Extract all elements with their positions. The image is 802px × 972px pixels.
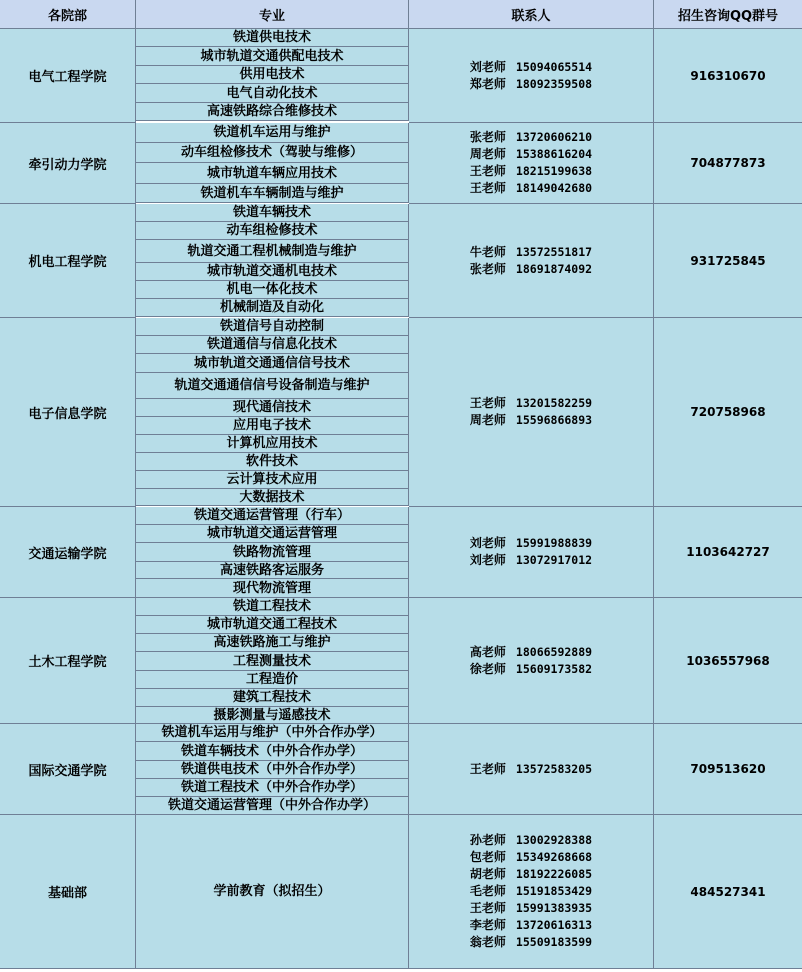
department-cell: 电子信息学院 [0,318,136,507]
contact-line [470,535,592,552]
major-cell: 铁道机车运用与维护 [136,123,409,143]
major-cell: 高速铁路客运服务 [136,562,409,579]
major-cell: 铁道工程技术 [136,598,409,616]
contact-line [470,552,592,569]
major-cell: 现代物流管理 [136,579,409,598]
contact-cell [409,318,654,507]
contact-line [470,849,592,866]
contact-phone: 15991383935 [515,901,593,915]
contact-phone: 15094065514 [515,59,593,74]
contact-phone: 13201582259 [515,396,593,410]
department-cell: 交通运输学院 [0,507,136,598]
qq-group-cell: 916310670 [654,29,802,123]
department-cell: 牵引动力学院 [0,123,136,204]
contact-line [470,661,592,678]
contact-name: 王老师 [469,396,506,410]
contact-name: 王老师 [469,901,506,915]
contact-phone: 15509183599 [515,935,593,949]
contact-name: 李老师 [469,918,506,932]
contact-phone: 13072917012 [515,553,593,567]
contact-line [470,180,592,197]
contact-name: 周老师 [469,413,506,427]
contact-phone: 18092359508 [515,76,593,91]
department-cell: 国际交通学院 [0,724,136,815]
contact-name: 张老师 [469,261,506,276]
contact-phone: 18066592889 [515,644,593,659]
major-cell: 软件技术 [136,453,409,471]
qq-group-cell: 1103642727 [654,507,802,598]
qq-group-cell: 704877873 [654,123,802,204]
major-cell: 高速铁路综合维修技术 [136,103,409,121]
major-cell: 大数据技术 [136,489,409,506]
major-cell: 铁道交通运营管理（中外合作办学） [136,797,409,815]
contact-line [470,76,592,93]
contact-name: 刘老师 [469,553,506,567]
major-cell: 铁道供电技术 [136,29,409,47]
major-cell: 铁路物流管理 [136,543,409,562]
contact-line [470,866,592,883]
contact-phone: 13720606210 [515,130,593,144]
contact-cell [409,507,654,598]
contact-phone: 13572551817 [515,244,593,259]
major-cell: 城市轨道交通供配电技术 [136,47,409,66]
contact-phone: 15388616204 [515,147,593,161]
contact-phone: 13572583205 [515,761,593,776]
major-cell: 铁道机车车辆制造与维护 [136,184,409,203]
major-cell: 机械制造及自动化 [136,299,409,317]
department-cell: 电气工程学院 [0,29,136,123]
contact-line [470,412,592,429]
contact-cell [409,29,654,123]
major-cell: 供用电技术 [136,66,409,84]
contact-name: 周老师 [469,147,506,161]
qq-group-cell: 931725845 [654,204,802,318]
contact-line [470,900,592,917]
department-cell: 机电工程学院 [0,204,136,318]
major-cell: 摄影测量与遥感技术 [136,707,409,724]
contact-cell [409,123,654,204]
major-cell: 城市轨道交通运营管理 [136,525,409,543]
contact-name: 高老师 [469,644,506,659]
major-cell: 轨道交通通信信号设备制造与维护 [136,373,409,399]
qq-group-cell: 720758968 [654,318,802,507]
contact-name: 刘老师 [469,59,506,74]
contact-name: 徐老师 [469,661,506,676]
contact-name: 刘老师 [469,536,506,550]
major-cell: 轨道交通工程机械制造与维护 [136,240,409,263]
contact-name: 王老师 [469,761,506,776]
contact-phone: 13002928388 [515,833,593,847]
major-cell: 铁道机车运用与维护（中外合作办学） [136,724,409,742]
qq-group-cell: 1036557968 [654,598,802,724]
major-cell: 城市轨道交通通信信号技术 [136,354,409,373]
contact-name: 毛老师 [469,884,506,898]
contact-line [470,395,592,412]
contact-line [470,261,592,278]
contact-phone: 15596866893 [515,413,593,427]
major-cell: 铁道车辆技术 [136,204,409,222]
major-cell: 电气自动化技术 [136,84,409,103]
major-cell: 学前教育（拟招生） [136,815,409,969]
qq-group-cell: 709513620 [654,724,802,815]
major-cell: 铁道信号自动控制 [136,318,409,336]
major-cell: 城市轨道车辆应用技术 [136,163,409,184]
header-department: 各院部 [0,0,136,29]
contact-line [470,883,592,900]
header-qq-group: 招生咨询QQ群号 [654,0,802,29]
header-major: 专业 [136,0,409,29]
major-cell: 动车组检修技术 [136,222,409,240]
contact-line [470,917,592,934]
department-cell: 土木工程学院 [0,598,136,724]
major-cell: 城市轨道交通机电技术 [136,263,409,281]
contact-phone: 18192226085 [515,867,593,881]
contact-phone: 15349268668 [515,850,593,864]
contact-line [470,146,592,163]
contact-name: 郑老师 [469,76,506,91]
contact-name: 胡老师 [469,867,506,881]
contact-phone: 18215199638 [515,164,593,178]
major-cell: 现代通信技术 [136,399,409,417]
contact-name: 牛老师 [469,244,506,259]
major-cell: 城市轨道交通工程技术 [136,616,409,634]
contact-cell [409,598,654,724]
contact-phone: 15991988839 [515,536,593,550]
major-cell: 计算机应用技术 [136,435,409,453]
major-cell: 高速铁路施工与维护 [136,634,409,652]
major-cell: 机电一体化技术 [136,281,409,299]
contact-name: 包老师 [469,850,506,864]
contact-cell [409,204,654,318]
contact-name: 翁老师 [469,935,506,949]
department-cell: 基础部 [0,815,136,969]
major-cell: 铁道工程技术（中外合作办学） [136,779,409,797]
contact-cell [409,815,654,969]
contact-line [470,129,592,146]
contact-name: 王老师 [469,181,506,195]
contact-phone: 15191853429 [515,884,593,898]
contact-name: 王老师 [469,164,506,178]
major-cell: 工程造价 [136,671,409,689]
contact-line [470,244,592,261]
major-cell: 应用电子技术 [136,417,409,435]
major-cell: 建筑工程技术 [136,689,409,707]
contact-line [470,934,592,951]
contact-phone: 18691874092 [515,261,593,276]
major-cell: 铁道供电技术（中外合作办学） [136,761,409,779]
contact-line [470,163,592,180]
major-cell: 铁道交通运营管理（行车） [136,507,409,525]
contact-phone: 18149042680 [515,181,593,195]
major-cell: 动车组检修技术（驾驶与维修） [136,143,409,163]
contact-line [470,59,592,76]
header-contact: 联系人 [409,0,654,29]
contact-cell [409,724,654,815]
contact-line [470,832,592,849]
contact-phone: 13720616313 [515,918,593,932]
contact-line [470,644,592,661]
contact-name: 孙老师 [469,833,506,847]
qq-group-cell: 484527341 [654,815,802,969]
contact-name: 张老师 [469,130,506,144]
major-cell: 工程测量技术 [136,652,409,671]
major-cell: 云计算技术应用 [136,471,409,489]
contact-line [470,761,592,778]
major-cell: 铁道通信与信息化技术 [136,336,409,354]
contact-phone: 15609173582 [515,661,593,676]
major-cell: 铁道车辆技术（中外合作办学） [136,742,409,761]
